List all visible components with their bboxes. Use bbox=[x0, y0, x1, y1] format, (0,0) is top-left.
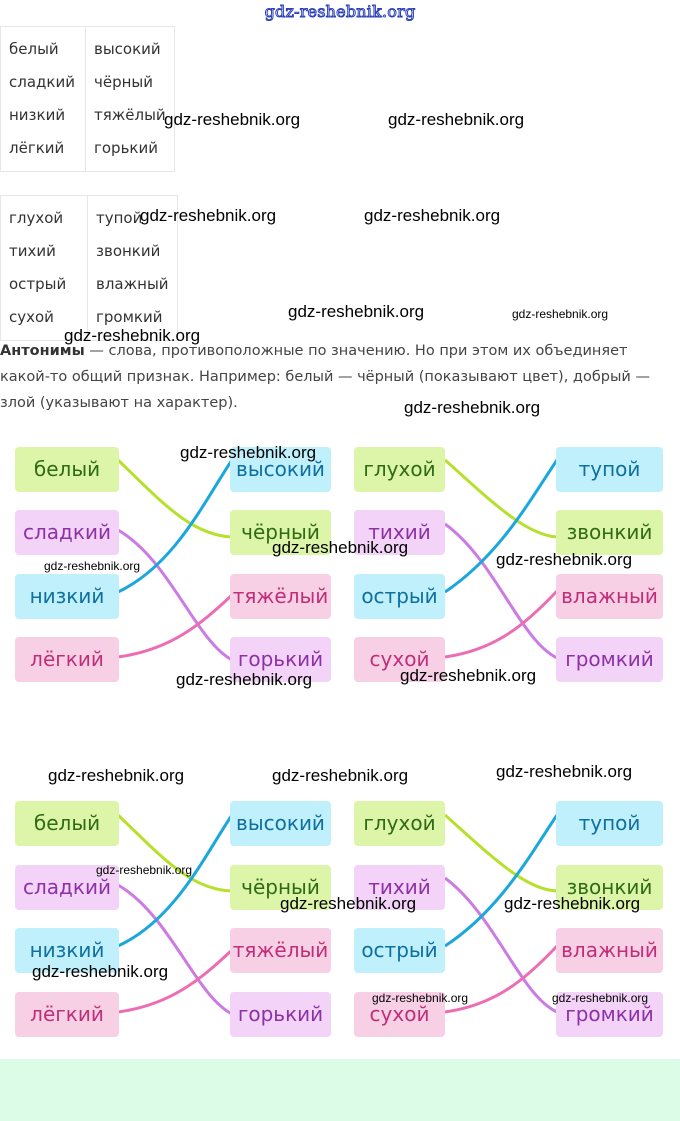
table-word: громкий bbox=[96, 308, 163, 326]
watermark-text: gdz-reshebnik.org bbox=[496, 762, 633, 781]
watermark-text: gdz-reshebnik.org bbox=[48, 766, 185, 785]
word-box: белый bbox=[15, 801, 119, 846]
match-line-green bbox=[118, 815, 232, 891]
word-box: чёрный bbox=[230, 865, 331, 910]
definition-term: Антонимы bbox=[0, 343, 85, 359]
table-word: тихий bbox=[9, 242, 56, 260]
table-word: сладкий bbox=[9, 73, 75, 91]
table-word: белый bbox=[9, 40, 59, 58]
watermark-text: gdz-reshebnik.org bbox=[272, 766, 409, 785]
watermark-text: gdz-reshebnik.org bbox=[280, 894, 417, 913]
table-word: чёрный bbox=[94, 73, 154, 91]
watermark-text: gdz-reshebnik.org bbox=[504, 894, 641, 913]
table-word: лёгкий bbox=[9, 139, 65, 157]
watermark-text: gdz-reshebnik.org bbox=[288, 302, 425, 321]
watermark-text: gdz-reshebnik.org bbox=[176, 670, 313, 689]
table-word: тяжёлый bbox=[94, 106, 166, 124]
word-box: тяжёлый bbox=[230, 574, 331, 619]
word-box: тупой bbox=[556, 801, 663, 846]
table-word: горький bbox=[94, 139, 158, 157]
word-box: влажный bbox=[556, 928, 663, 973]
word-box: сухой bbox=[354, 637, 445, 682]
word-box: белый bbox=[15, 447, 119, 492]
site-watermark-header: gdz-reshebnik.org bbox=[264, 2, 416, 21]
match-line-blue bbox=[445, 460, 557, 592]
watermark-text: gdz-reshebnik.org bbox=[404, 398, 541, 417]
watermark-text: gdz-reshebnik.org bbox=[372, 991, 469, 1005]
word-box: лёгкий bbox=[15, 992, 119, 1037]
watermark-text: gdz-reshebnik.org bbox=[180, 443, 317, 462]
word-box: звонкий bbox=[556, 510, 663, 555]
word-box: громкий bbox=[556, 992, 663, 1037]
word-box: сладкий bbox=[15, 510, 119, 555]
match-line-green bbox=[445, 460, 557, 537]
table-word: глухой bbox=[9, 209, 64, 227]
watermark-text: gdz-reshebnik.org bbox=[552, 991, 649, 1005]
watermark-text: gdz-reshebnik.org bbox=[164, 110, 301, 129]
watermark-text: gdz-reshebnik.org bbox=[400, 666, 537, 685]
watermark-text: gdz-reshebnik.org bbox=[44, 559, 141, 573]
word-box: глухой bbox=[354, 447, 445, 492]
word-box: острый bbox=[354, 574, 445, 619]
table-word: высокий bbox=[94, 40, 161, 58]
word-box: сладкий bbox=[15, 865, 119, 910]
definition-text: — слова, противоположные по значению. Но при этом их объединяет какой-то общий признак. Например: белый — чёрный (показывают цвет), добрый — злой (указывают на характер). bbox=[0, 343, 650, 411]
table-word: острый bbox=[9, 275, 67, 293]
word-box: влажный bbox=[556, 574, 663, 619]
word-box: высокий bbox=[230, 447, 331, 492]
word-box: чёрный bbox=[230, 510, 331, 555]
match-line-green bbox=[445, 815, 557, 891]
watermark-text: gdz-reshebnik.org bbox=[32, 962, 169, 981]
word-box: горький bbox=[230, 637, 331, 682]
word-box: тяжёлый bbox=[230, 928, 331, 973]
footer-band bbox=[0, 1059, 680, 1121]
word-box: тихий bbox=[354, 865, 445, 910]
word-box: острый bbox=[354, 928, 445, 973]
table-word: звонкий bbox=[96, 242, 161, 260]
word-box: тупой bbox=[556, 447, 663, 492]
word-box: сухой bbox=[354, 992, 445, 1037]
watermark-text: gdz-reshebnik.org bbox=[512, 307, 609, 321]
word-box: глухой bbox=[354, 801, 445, 846]
word-box: низкий bbox=[15, 574, 119, 619]
watermark-text: gdz-reshebnik.org bbox=[388, 110, 525, 129]
watermark-text: gdz-reshebnik.org bbox=[140, 206, 277, 225]
table-word: влажный bbox=[96, 275, 169, 293]
word-box: лёгкий bbox=[15, 637, 119, 682]
table-word: сухой bbox=[9, 308, 54, 326]
word-box: горький bbox=[230, 992, 331, 1037]
watermark-text: gdz-reshebnik.org bbox=[96, 863, 193, 877]
table-word: тупой bbox=[96, 209, 143, 227]
watermark-text: gdz-reshebnik.org bbox=[64, 326, 201, 345]
watermark-text: gdz-reshebnik.org bbox=[496, 550, 633, 569]
table-word: низкий bbox=[9, 106, 66, 124]
word-box: низкий bbox=[15, 928, 119, 973]
watermark-text: gdz-reshebnik.org bbox=[364, 206, 501, 225]
match-line-blue bbox=[445, 815, 557, 946]
match-line-blue bbox=[118, 815, 232, 946]
word-box: звонкий bbox=[556, 865, 663, 910]
word-box: высокий bbox=[230, 801, 331, 846]
watermark-text: gdz-reshebnik.org bbox=[272, 538, 409, 557]
match-line-green bbox=[118, 460, 232, 537]
word-box: громкий bbox=[556, 637, 663, 682]
word-box: тихий bbox=[354, 510, 445, 555]
